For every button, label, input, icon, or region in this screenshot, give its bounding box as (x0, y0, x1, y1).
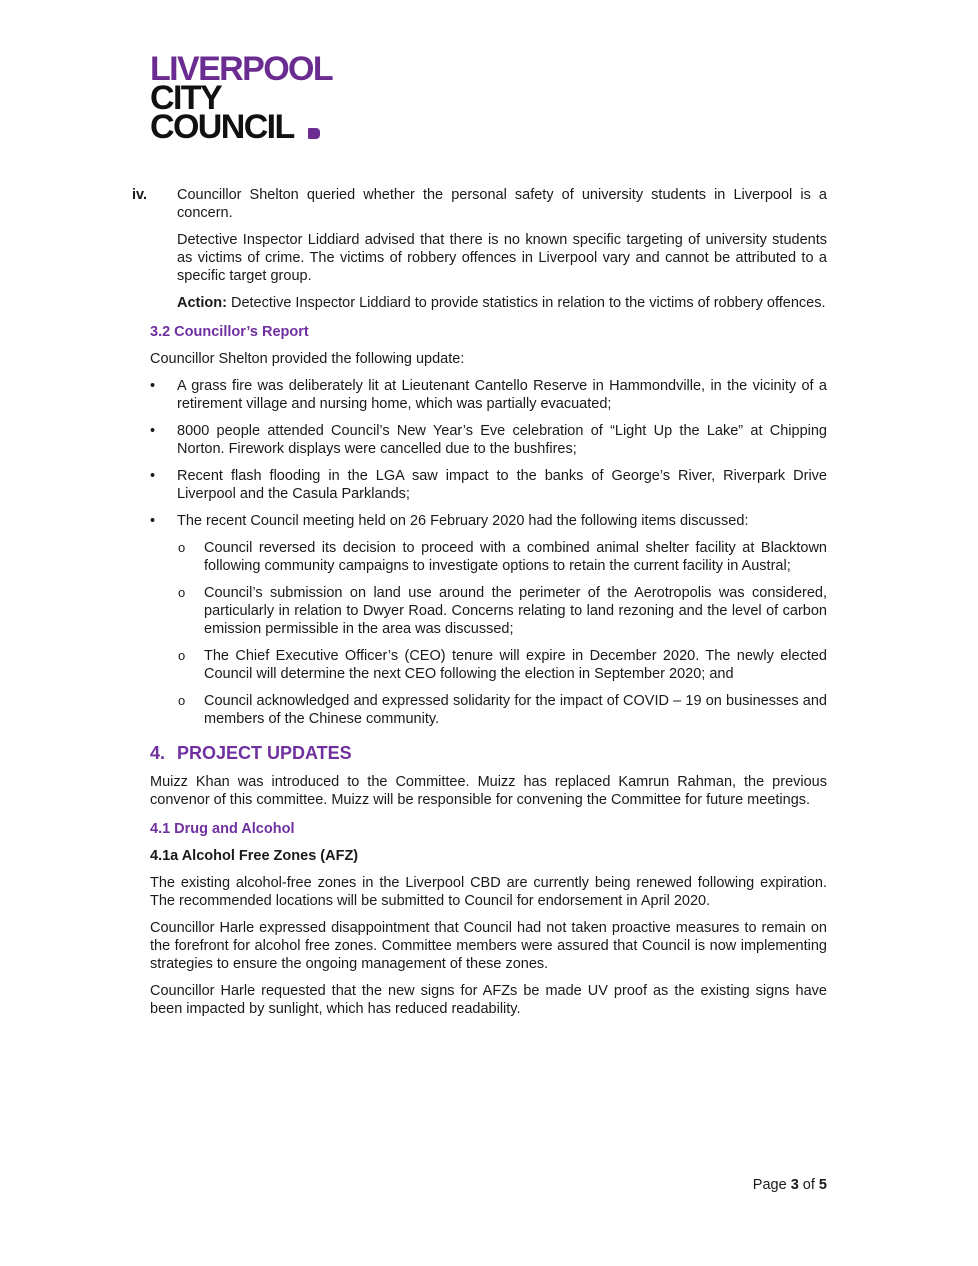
sub-list-item (150, 692, 827, 728)
item-iv-action (177, 294, 827, 312)
item-iv-query: Councillor Shelton queried whether the personal safety of university students in Liverpool is a concern. (177, 187, 827, 221)
section-4-title: PROJECT UPDATES (177, 743, 352, 763)
item-iv (132, 186, 827, 312)
bullet-icon: • (150, 513, 156, 529)
section-3-2-heading: 3.2 Councillor’s Report (150, 324, 309, 340)
councillor-report-list (150, 377, 827, 530)
sub-list-item (150, 539, 827, 575)
circle-bullet-icon: o (178, 540, 186, 555)
page-word: Page (752, 1177, 791, 1193)
list-item-text: Recent flash flooding in the LGA saw impact to the banks of George’s River, Riverpark Drive Liverpool and the Casula Parklands; (177, 468, 827, 502)
item-iv-number: iv. (132, 187, 148, 203)
list-item (150, 467, 827, 503)
section-4-1-heading: 4.1 Drug and Alcohol (150, 821, 295, 837)
logo-line-council: COUNCIL (150, 108, 294, 146)
logo-line-city: CITY (150, 79, 222, 117)
sub-list-item (150, 647, 827, 683)
afz-paragraph: Councillor Harle requested that the new signs for AFZs be made UV proof as the existing signs have been impacted by sunlight, which has reduced readability. (150, 983, 827, 1017)
logo-accent-mark (308, 128, 320, 139)
action-label: Action: (177, 295, 227, 311)
section-4-1a-heading: 4.1a Alcohol Free Zones (AFZ) (150, 848, 359, 864)
bullet-icon: • (150, 423, 156, 439)
page-number (753, 1177, 827, 1193)
meeting-items-list (150, 539, 827, 728)
circle-bullet-icon: o (178, 693, 186, 708)
sub-list-item (150, 584, 827, 638)
sub-list-item-text: Council’s submission on land use around the perimeter of the Aerotropolis was considered, particularly in relation to Dwyer Road. Concerns relating to land rezoning and the level of carbon emission permissible in the area was discussed; (204, 585, 827, 637)
item-iv-response: Detective Inspector Liddiard advised that there is no known specific targeting of university students as victims of crime. The victims of robbery offences in Liverpool vary and cannot be attributed to a specific target group. (177, 232, 827, 284)
page-total: 5 (818, 1177, 827, 1193)
afz-paragraph: The existing alcohol-free zones in the Liverpool CBD are currently being renewed following expiration. The recommended locations will be submitted to Council for endorsement in April 2020. (150, 875, 827, 909)
circle-bullet-icon: o (178, 648, 186, 663)
section-4-intro: Muizz Khan was introduced to the Committee. Muizz has replaced Kamrun Rahman, the previous convenor of this committee. Muizz will be responsible for convening the Committee for future meetings. (150, 774, 827, 808)
afz-paragraph: Councillor Harle expressed disappointment that Council had not taken proactive measures to remain on the forefront for alcohol free zones. Committee members were assured that Council is now implementing strategies to ensure the ongoing management of these zones. (150, 920, 827, 972)
council-logo (150, 52, 350, 144)
section-4-heading (150, 742, 827, 764)
of-word: of (798, 1177, 819, 1193)
section-3-2-intro: Councillor Shelton provided the following update: (150, 351, 465, 367)
document-body (132, 186, 827, 1018)
section-4-number: 4. (150, 743, 166, 763)
circle-bullet-icon: o (178, 585, 186, 600)
list-item (150, 422, 827, 458)
sub-list-item-text: Council acknowledged and expressed solidarity for the impact of COVID – 19 on businesses and members of the Chinese community. (204, 693, 827, 727)
bullet-icon: • (150, 378, 156, 394)
sub-list-item-text: Council reversed its decision to proceed with a combined animal shelter facility at Blacktown following community campaigns to investigate options to retain the current facility in Austral; (204, 540, 827, 574)
bullet-icon: • (150, 468, 156, 484)
action-text: Detective Inspector Liddiard to provide statistics in relation to the victims of robbery offences. (226, 295, 826, 311)
logo-line-liverpool: LIVERPOOL (150, 50, 333, 88)
list-item-text: A grass fire was deliberately lit at Lieutenant Cantello Reserve in Hammondville, in the vicinity of a retirement village and nursing home, which was partially evacuated; (177, 378, 827, 412)
sub-list-item-text: The Chief Executive Officer’s (CEO) tenure will expire in December 2020. The newly elected Council will determine the next CEO following the election in September 2020; and (204, 648, 827, 682)
list-item (150, 512, 827, 530)
page-current: 3 (790, 1177, 799, 1193)
list-item-text: The recent Council meeting held on 26 February 2020 had the following items discussed: (177, 513, 749, 529)
list-item (150, 377, 827, 413)
list-item-text: 8000 people attended Council’s New Year’s Eve celebration of “Light Up the Lake” at Chipping Norton. Firework displays were cancelled due to the bushfires; (177, 423, 827, 457)
